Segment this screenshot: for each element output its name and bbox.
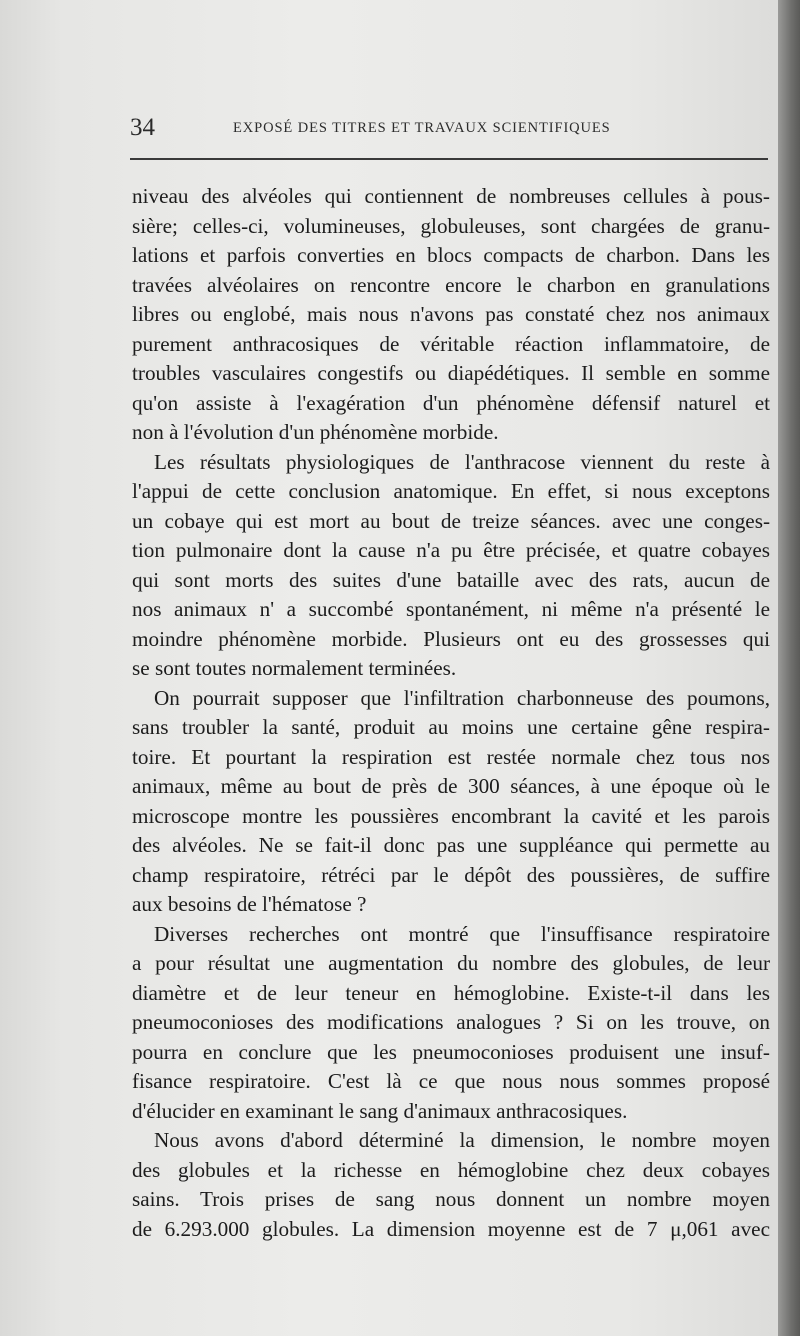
text-line: sains. Trois prises de sang nous donnent un nombre moyen: [132, 1187, 770, 1211]
text-line: des globules et la richesse en hémoglobine chez deux cobayes: [132, 1157, 770, 1182]
text-line: fisance respiratoire. C'est là ce que nous nous sommes proposé: [132, 1069, 770, 1093]
text-line: des alvéoles. Ne se fait-il donc pas une suppléance qui permette au: [132, 833, 770, 857]
text-line: purement anthracosiques de véritable réaction inflammatoire, de: [132, 331, 770, 356]
text-line: nos animaux n' a succombé spontanément, ni même n'a présenté le: [132, 597, 770, 621]
text-line: Les résultats physiologiques de l'anthracose viennent du reste à: [154, 449, 770, 474]
text-line: aux besoins de l'hématose ?: [132, 892, 367, 916]
text-line: qui sont morts des suites d'une bataille avec des rats, aucun de: [132, 567, 770, 592]
text-line: libres ou englobé, mais nous n'avons pas constaté chez nos animaux: [132, 302, 770, 326]
header-rule: [130, 158, 768, 160]
page-number: 34: [130, 114, 155, 141]
text-line: qu'on assiste à l'exagération d'un phénomène défensif naturel et: [132, 390, 770, 415]
text-line: sans troubler la santé, produit au moins une certaine gêne respira-: [132, 715, 770, 739]
text-line: se sont toutes normalement terminées.: [132, 656, 457, 680]
text-line: lations et parfois converties en blocs compacts de charbon. Dans les: [132, 243, 770, 267]
text-line: diamètre et de leur teneur en hémoglobine. Existe-t-il dans les: [132, 980, 770, 1005]
page-edge-shadow: [778, 0, 800, 1336]
page-header: [130, 112, 770, 152]
text-line: Nous avons d'abord déterminé la dimension, le nombre moyen: [154, 1128, 770, 1152]
text-line: pneumoconioses des modifications analogues ? Si on les trouve, on: [132, 1010, 770, 1034]
text-line: sière; celles-ci, volumineuses, globuleuses, sont chargées de granu-: [132, 213, 770, 238]
text-line: toire. Et pourtant la respiration est restée normale chez tous nos: [132, 744, 770, 769]
text-line: tion pulmonaire dont la cause n'a pu être précisée, et quatre cobayes: [132, 538, 770, 562]
text-line: champ respiratoire, rétréci par le dépôt des poussières, de suffire: [132, 862, 770, 887]
running-title: EXPOSÉ DES TITRES ET TRAVAUX SCIENTIFIQUES: [233, 120, 611, 136]
text-line: On pourrait supposer que l'infiltration charbonneuse des poumons,: [154, 685, 770, 710]
text-line: niveau des alvéoles qui contiennent de nombreuses cellules à pous-: [132, 184, 770, 208]
text-line: travées alvéolaires on rencontre encore le charbon en granulations: [132, 272, 770, 297]
text-line: de 6.293.000 globules. La dimension moyenne est de 7 μ,061 avec: [132, 1216, 770, 1241]
text-line: Diverses recherches ont montré que l'insuffisance respiratoire: [154, 921, 770, 946]
text-line: pourra en conclure que les pneumoconioses produisent une insuf-: [132, 1039, 770, 1064]
text-line: microscope montre les poussières encombrant la cavité et les parois: [132, 803, 770, 828]
text-line: non à l'évolution d'un phénomène morbide.: [132, 420, 499, 444]
body-text: [132, 182, 770, 1244]
text-line: moindre phénomène morbide. Plusieurs ont eu des grossesses qui: [132, 626, 770, 651]
text-line: troubles vasculaires congestifs ou diapédétiques. Il semble en somme: [132, 361, 770, 385]
text-line: a pour résultat une augmentation du nombre des globules, de leur: [132, 951, 770, 975]
text-line: l'appui de cette conclusion anatomique. En effet, si nous exceptons: [132, 479, 770, 503]
text-line: d'élucider en examinant le sang d'animaux anthracosiques.: [132, 1098, 628, 1123]
text-line: animaux, même au bout de près de 300 séances, à une époque où le: [132, 774, 770, 798]
text-line: un cobaye qui est mort au bout de treize séances. avec une conges-: [132, 508, 770, 533]
